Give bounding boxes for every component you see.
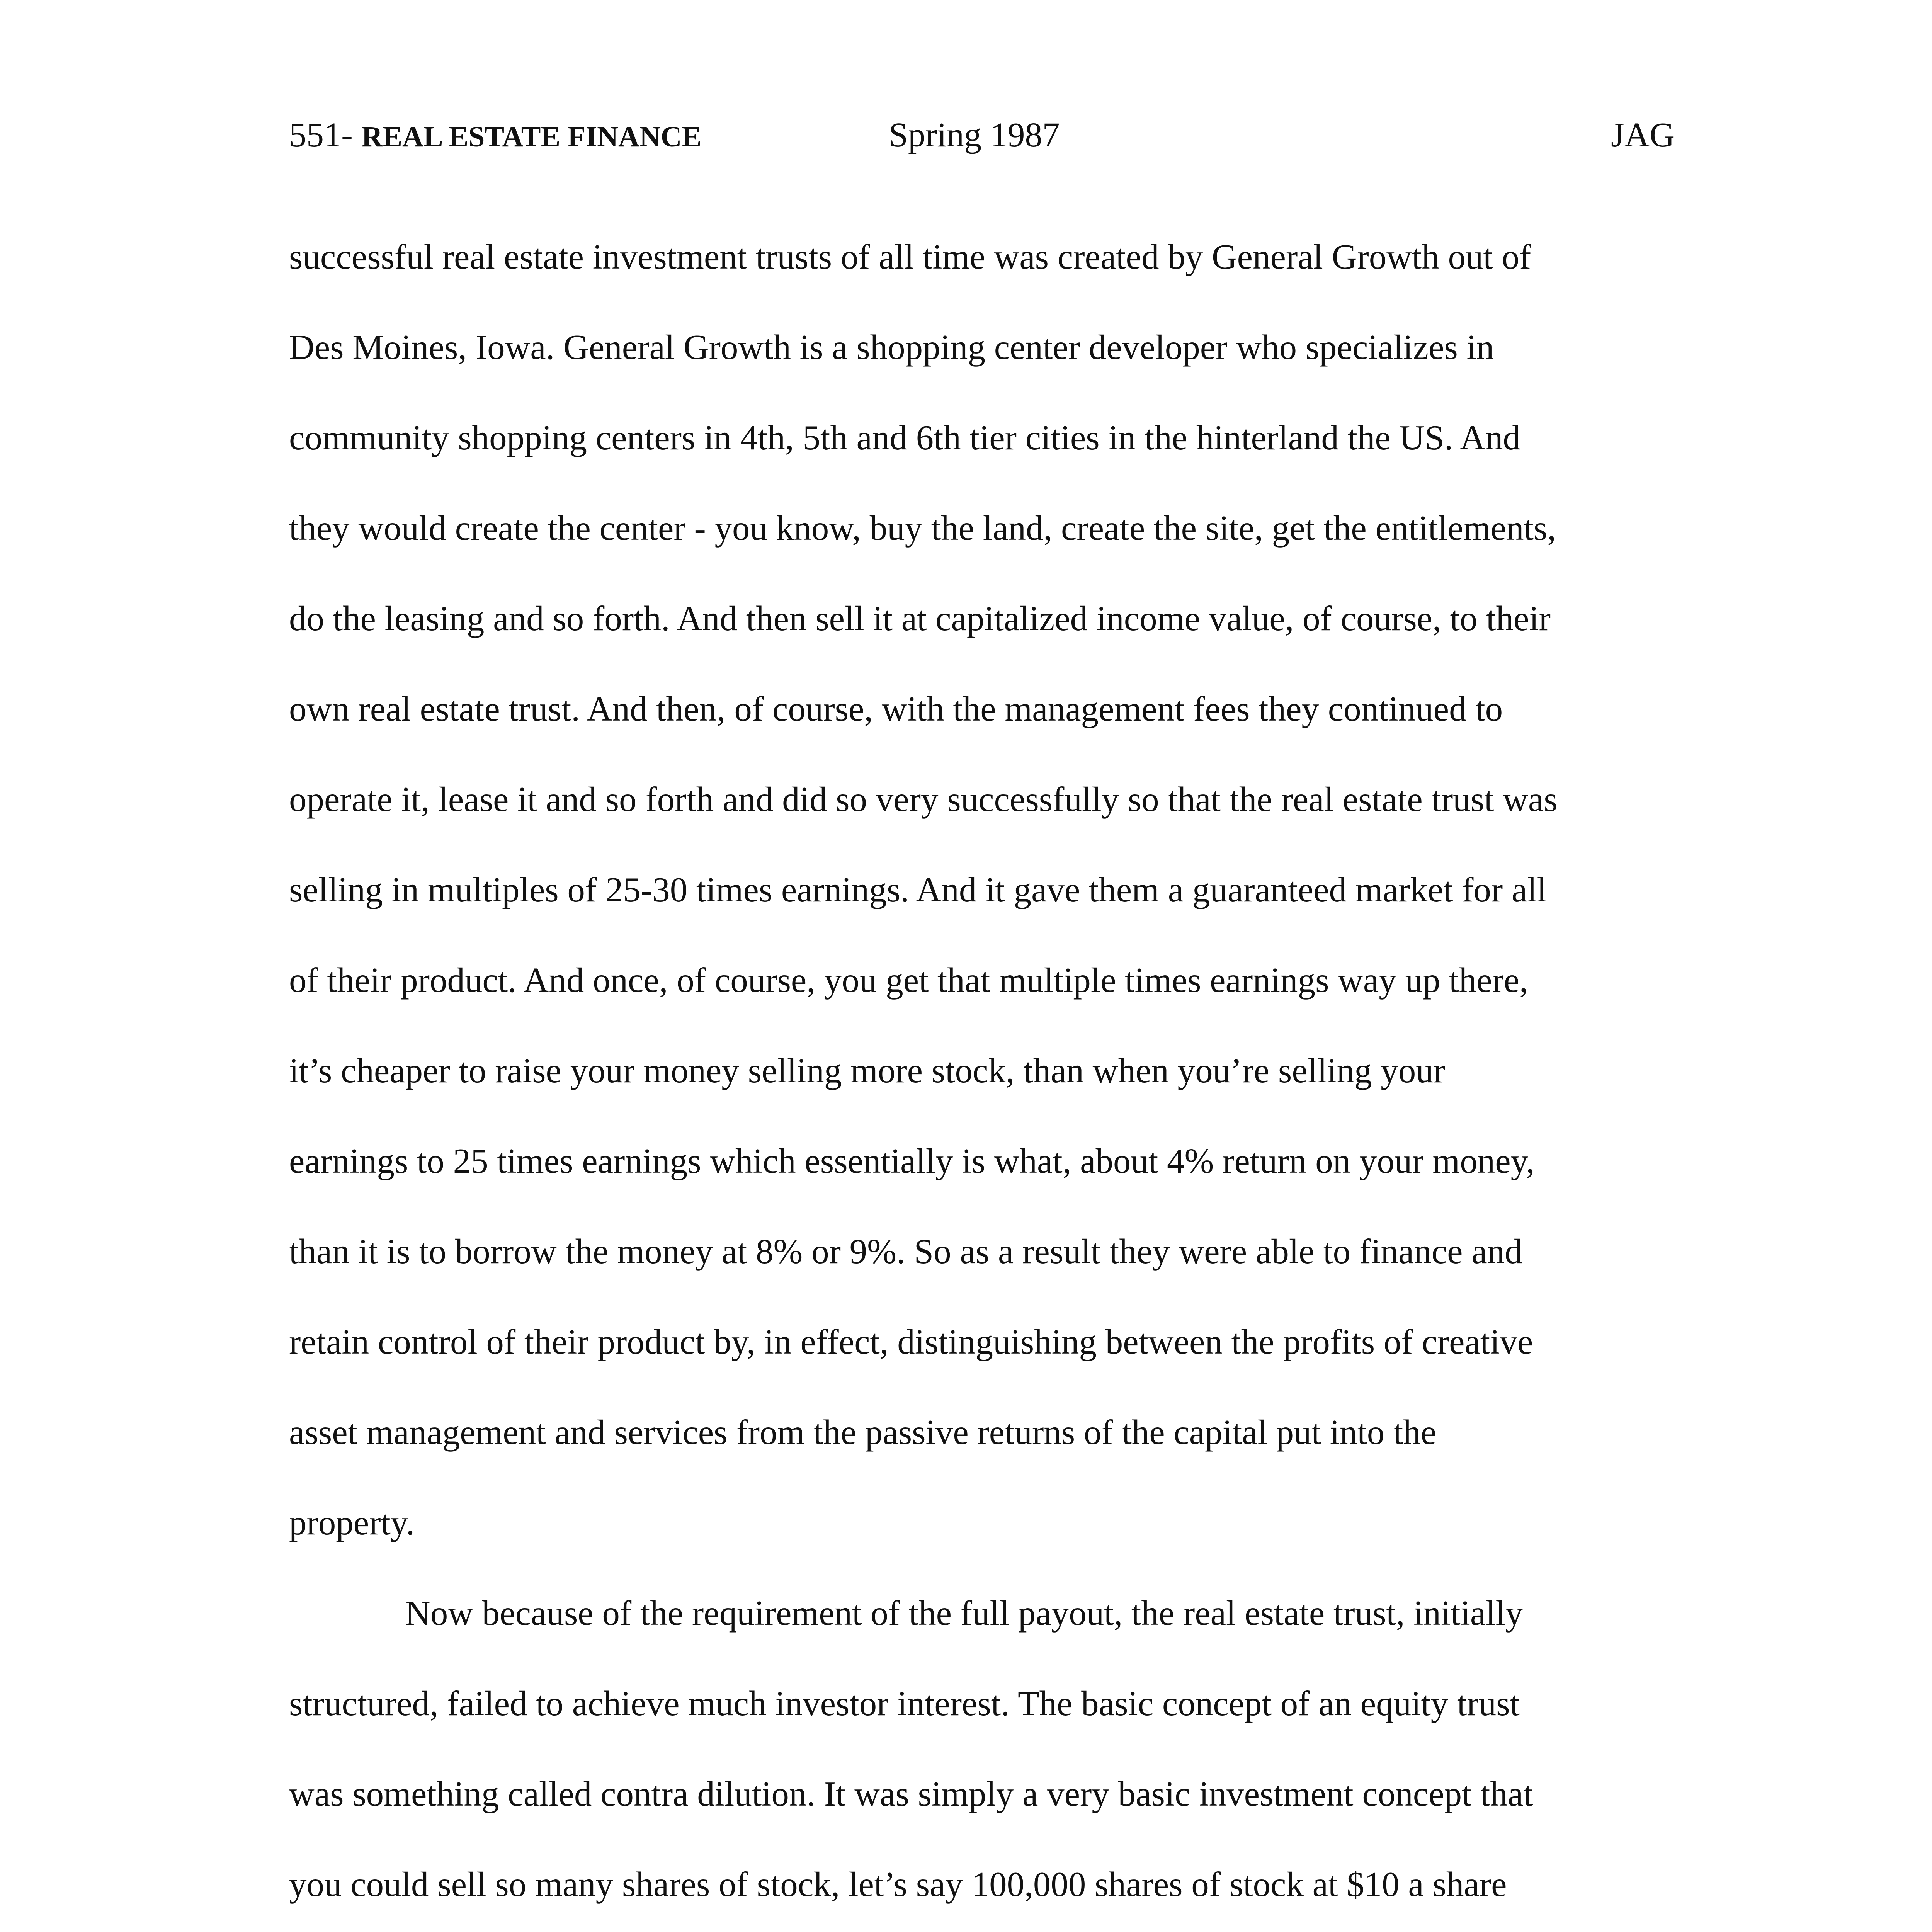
text-line: was something called contra dilution. It was simply a very basic investment concept that bbox=[289, 1774, 1533, 1813]
header-term: Spring 1987 bbox=[889, 116, 1060, 154]
course-title: REAL ESTATE FINANCE bbox=[361, 121, 702, 153]
text-line: Des Moines, Iowa. General Growth is a shopping center developer who specializes in bbox=[289, 328, 1494, 367]
text-line: successful real estate investment trusts of all time was created by General Growth out of bbox=[289, 237, 1531, 276]
text-line: property. bbox=[289, 1503, 415, 1542]
paragraph-start-line: Now because of the requirement of the full payout, the real estate trust, initially bbox=[405, 1594, 1523, 1633]
text-line: asset management and services from the passive returns of the capital put into the bbox=[289, 1413, 1437, 1452]
header-course bbox=[289, 115, 701, 155]
text-line: it’s cheaper to raise your money selling more stock, than when you’re selling your bbox=[289, 1051, 1446, 1090]
header-initials: JAG bbox=[1611, 116, 1675, 154]
course-number: 551- bbox=[289, 116, 362, 154]
text-line: operate it, lease it and so forth and did so very successfully so that the real estate trust was bbox=[289, 780, 1558, 819]
text-line: retain control of their product by, in effect, distinguishing between the profits of creative bbox=[289, 1322, 1533, 1361]
text-line: own real estate trust. And then, of course, with the management fees they continued to bbox=[289, 689, 1503, 728]
text-line: of their product. And once, of course, you get that multiple times earnings way up there, bbox=[289, 961, 1528, 1000]
text-line: you could sell so many shares of stock, let’s say 100,000 shares of stock at $10 a share bbox=[289, 1865, 1507, 1904]
transcript-body bbox=[289, 234, 1688, 1932]
text-line: structured, failed to achieve much investor interest. The basic concept of an equity trust bbox=[289, 1684, 1520, 1723]
text-line: do the leasing and so forth. And then sell it at capitalized income value, of course, to their bbox=[289, 599, 1551, 638]
text-line: selling in multiples of 25-30 times earnings. And it gave them a guaranteed market for all bbox=[289, 870, 1547, 909]
text-line: than it is to borrow the money at 8% or 9%. So as a result they were able to finance and bbox=[289, 1232, 1522, 1271]
text-line: community shopping centers in 4th, 5th and 6th tier cities in the hinterland the US. And bbox=[289, 418, 1521, 457]
text-line: earnings to 25 times earnings which essentially is what, about 4% return on your money, bbox=[289, 1141, 1535, 1180]
text-line: they would create the center - you know, buy the land, create the site, get the entitlements, bbox=[289, 509, 1556, 548]
